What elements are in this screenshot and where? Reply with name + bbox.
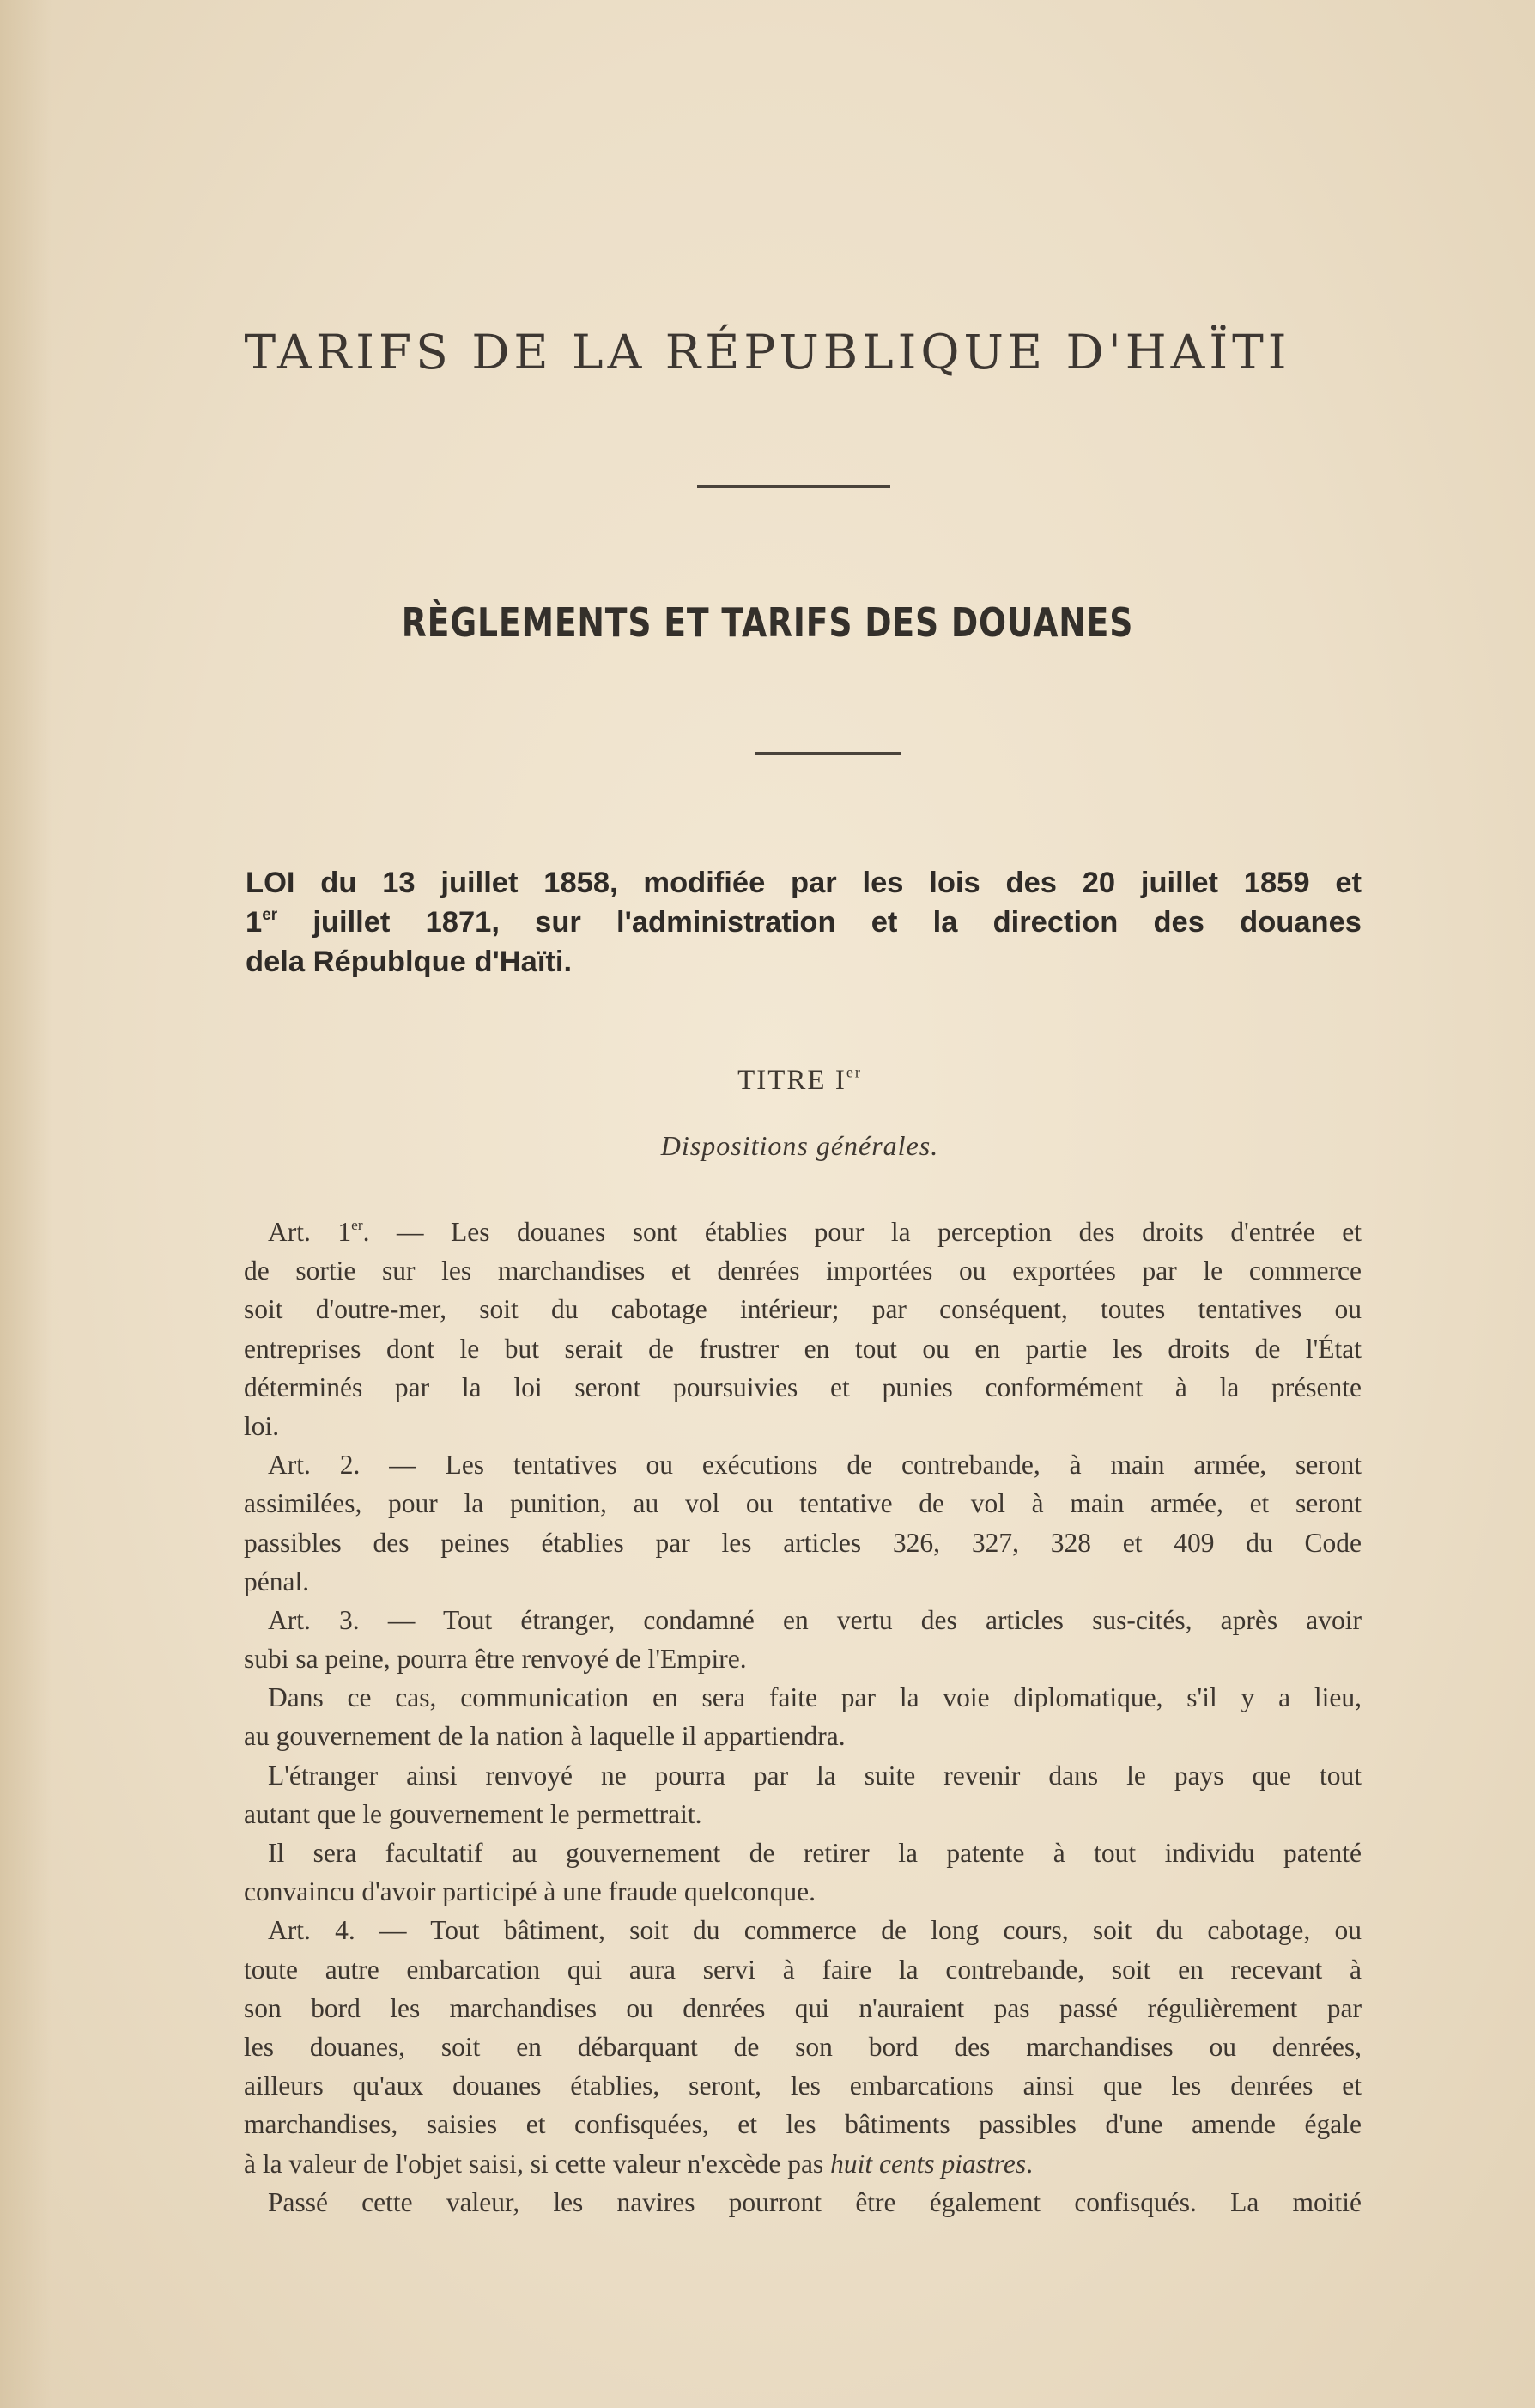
body-line <box>244 1523 1362 1562</box>
body-line <box>244 1562 1362 1601</box>
body-line-text: Il sera facultatif au gouvernement de retirer la patente à tout individu patenté <box>268 1838 1362 1868</box>
body-line-text-cont: . <box>1026 2148 1034 2179</box>
body-line <box>244 1251 1362 1290</box>
body-line-text: toute autre embarcation qui aura servi à faire la contrebande, soit en recevant à <box>244 1954 1362 1985</box>
dispositions-heading: Dispositions générales. <box>660 1130 939 1161</box>
titre-sup: er <box>846 1063 862 1081</box>
body-line-text: entreprises dont le but serait de frustrer en tout ou en partie les droits de l'État <box>244 1333 1362 1364</box>
body-line <box>244 1678 1362 1717</box>
body-line <box>244 1329 1362 1368</box>
section-subtitle: RÈGLEMENTS ET TARIFS DES DOUANES <box>401 599 1134 646</box>
body-line-text: les douanes, soit en débarquant de son bord des marchandises ou denrées, <box>244 2031 1362 2062</box>
body-line-text: de sortie sur les marchandises et denrées importées ou exportées par le commerce <box>244 1256 1362 1286</box>
body-line-text: autant que le gouvernement le permettrait. <box>244 1798 702 1829</box>
body-line-text: subi sa peine, pourra être renvoyé de l'Empire. <box>244 1644 747 1675</box>
subtitle-divider <box>755 752 901 755</box>
body-text <box>244 1213 1362 2222</box>
body-line <box>244 2144 1362 2183</box>
body-line-sup: er <box>351 1217 363 1234</box>
law-line <box>246 863 1362 903</box>
body-line <box>244 1484 1362 1523</box>
law-line-text: LOI du 13 juillet 1858, modifiée par les lois des 20 juillet 1859 et <box>246 867 1362 899</box>
body-line-text: loi. <box>244 1410 280 1441</box>
body-line-text: Art. 3. — Tout étranger, condamné en vertu des articles sus-cités, après avoir <box>268 1604 1362 1635</box>
body-line-text-cont: . — Les douanes sont établies pour la perception des droits d'entrée et <box>362 1217 1362 1247</box>
body-line-text: à la valeur de l'objet saisi, si cette valeur n'excède pas <box>244 2148 831 2179</box>
body-line <box>244 1795 1362 1833</box>
body-line-text: Art. 1 <box>268 1217 352 1247</box>
body-line-text: ailleurs qu'aux douanes établies, seront, les embarcations ainsi que les denrées et <box>244 2071 1362 2101</box>
body-line <box>244 2105 1362 2143</box>
body-line-text: son bord les marchandises ou denrées qui n'auraient pas passé régulièrement par <box>244 1992 1362 2023</box>
body-line-text: au gouvernement de la nation à laquelle il appartiendra. <box>244 1721 846 1752</box>
body-line <box>244 1950 1362 1989</box>
body-line <box>244 1601 1362 1639</box>
body-line <box>244 1911 1362 1949</box>
body-line <box>244 2066 1362 2105</box>
titre-label: TITRE I <box>737 1065 846 1096</box>
body-line <box>244 1407 1362 1445</box>
body-line-emphasis: huit cents piastres <box>830 2148 1027 2179</box>
body-line <box>244 1717 1362 1755</box>
body-line-text: Dans ce cas, communication en sera faite par la voie diplomatique, s'il y a lieu, <box>268 1682 1362 1713</box>
law-line <box>246 903 1362 942</box>
title-divider <box>697 485 890 488</box>
law-line-sup: er <box>262 905 278 924</box>
body-line <box>244 1756 1362 1795</box>
body-line <box>244 1213 1362 1251</box>
body-line-text: assimilées, pour la punition, au vol ou tentative de vol à main armée, et seront <box>244 1488 1362 1519</box>
body-line <box>244 2028 1362 2066</box>
body-line-text: pénal. <box>244 1566 310 1596</box>
body-line-text: Passé cette valeur, les navires pourront être également confisqués. La moitié <box>268 2186 1362 2217</box>
body-line-text: Art. 4. — Tout bâtiment, soit du commerce de long cours, soit du cabotage, ou <box>268 1915 1362 1946</box>
body-line <box>244 1445 1362 1484</box>
law-line <box>246 942 1362 982</box>
titre-heading <box>0 1065 1535 1097</box>
body-line-text: Art. 2. — Les tentatives ou exécutions de contrebande, à main armée, seront <box>268 1450 1362 1481</box>
body-line <box>244 1833 1362 1872</box>
body-line <box>244 2183 1362 2222</box>
body-line-text: marchandises, saisies et confisquées, et les bâtiments passibles d'une amende égale <box>244 2109 1362 2140</box>
body-line <box>244 1290 1362 1329</box>
body-line <box>244 1872 1362 1911</box>
body-line <box>244 1639 1362 1678</box>
body-line-text: soit d'outre-mer, soit du cabotage intérieur; par conséquent, toutes tentatives ou <box>244 1294 1362 1325</box>
law-heading <box>246 863 1362 982</box>
law-line-text: 1 <box>246 906 263 939</box>
body-line-text: L'étranger ainsi renvoyé ne pourra par la suite revenir dans le pays que tout <box>268 1760 1362 1791</box>
law-line-text-cont: juillet 1871, sur l'administration et la direction des douanes <box>277 906 1362 939</box>
body-line-text: convaincu d'avoir participé à une fraude quelconque. <box>244 1876 816 1907</box>
body-line <box>244 1368 1362 1407</box>
law-line-text: dela Républque d'Haïti. <box>246 946 573 978</box>
body-line <box>244 1989 1362 2028</box>
body-line-text: déterminés par la loi seront poursuivies et punies conformément à la présente <box>244 1371 1362 1402</box>
body-line-text: passibles des peines établies par les articles 326, 327, 328 et 409 du Code <box>244 1527 1362 1558</box>
main-title: TARIFS DE LA RÉPUBLIQUE D'HAÏTI <box>244 325 1291 380</box>
